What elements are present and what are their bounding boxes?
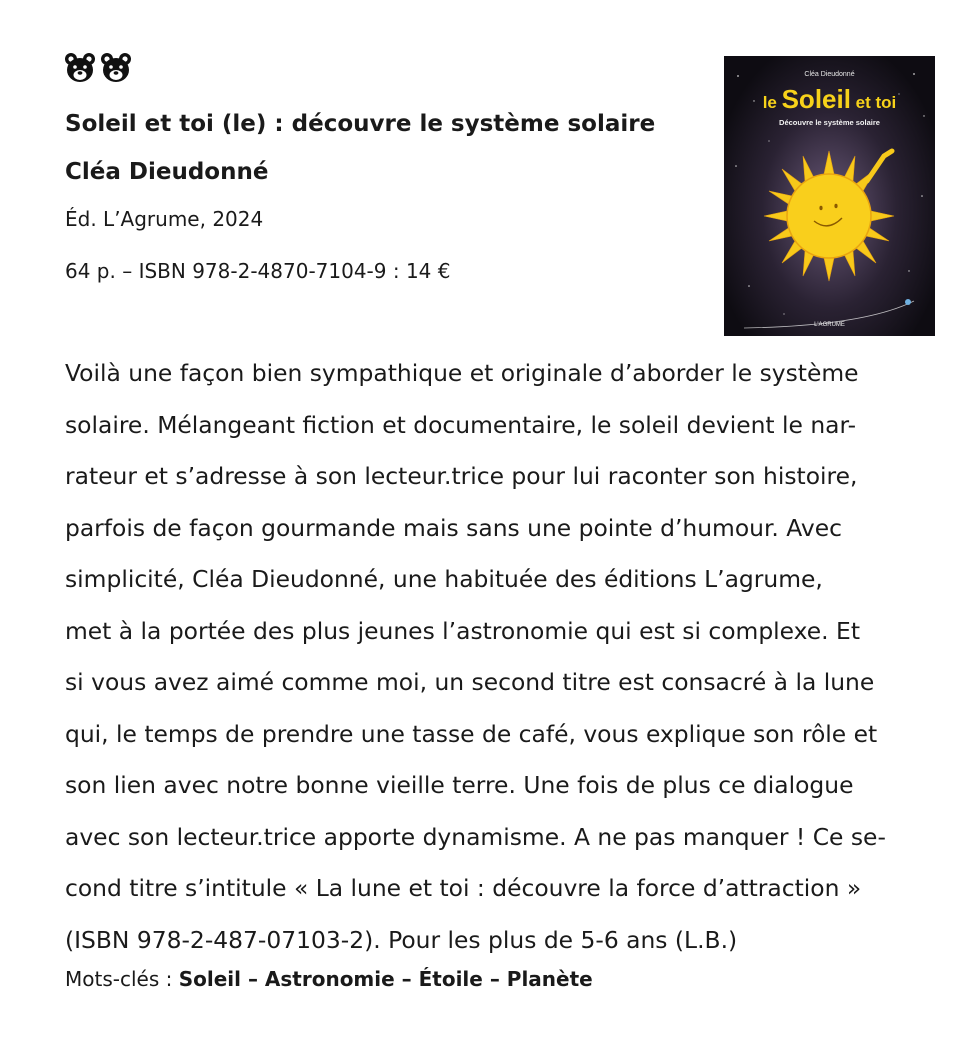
review-line: son lien avec notre bonne vieille terre. Une fois de plus ce dialogue: [65, 771, 854, 799]
book-author: Cléa Dieudonné: [65, 159, 269, 185]
keywords-values: Soleil – Astronomie – Étoile – Planète: [178, 967, 593, 991]
book-details: 64 p. – ISBN 978-2-4870-7104-9 : 14 €: [65, 259, 451, 283]
review-line: Voilà une façon bien sympathique et originale d’aborder le système: [65, 359, 859, 387]
keywords-label: Mots-clés :: [65, 967, 179, 991]
keywords: [65, 964, 593, 994]
review-line: simplicité, Cléa Dieudonné, une habituée des éditions L’agrume,: [65, 565, 823, 593]
review-line: met à la portée des plus jeunes l’astronomie qui est si complexe. Et: [65, 616, 860, 645]
review-line: qui, le temps de prendre une tasse de café, vous explique son rôle et: [65, 719, 878, 748]
cover-publisher: L'AGRUME: [814, 322, 845, 328]
book-cover: [724, 56, 935, 336]
rating-icons: [64, 52, 132, 84]
cover-subtitle: Découvre le système solaire: [779, 118, 880, 127]
review-line: cond titre s’intitule « La lune et toi : découvre la force d’attraction »: [65, 874, 862, 902]
cover-title-suffix: et toi: [850, 93, 897, 112]
bear-icon: [64, 52, 96, 84]
review-line: avec son lecteur.trice apporte dynamisme. A ne pas manquer ! Ce se-: [65, 822, 886, 851]
review-line: rateur et s’adresse à son lecteur.trice pour lui raconter son histoire,: [65, 462, 858, 490]
review-text: [65, 348, 945, 966]
review-line: solaire. Mélangeant fiction et documentaire, le soleil devient le nar-: [65, 410, 857, 439]
review-line: (ISBN 978-2-487-07103-2). Pour les plus de 5-6 ans (L.B.): [65, 925, 738, 954]
review-line: parfois de façon gourmande mais sans une pointe d’humour. Avec: [65, 513, 843, 542]
bear-icon: [100, 52, 132, 84]
book-publisher: Éd. L’Agrume, 2024: [65, 207, 264, 231]
book-title: Soleil et toi (le) : découvre le système solaire: [65, 111, 656, 137]
cover-title: [724, 84, 935, 115]
cover-title-prefix: le: [762, 93, 782, 112]
cover-author: Cléa Dieudonné: [804, 71, 855, 78]
review-line: si vous avez aimé comme moi, un second titre est consacré à la lune: [65, 668, 875, 696]
book-metadata: [65, 104, 705, 284]
cover-title-main: Soleil: [781, 84, 851, 114]
